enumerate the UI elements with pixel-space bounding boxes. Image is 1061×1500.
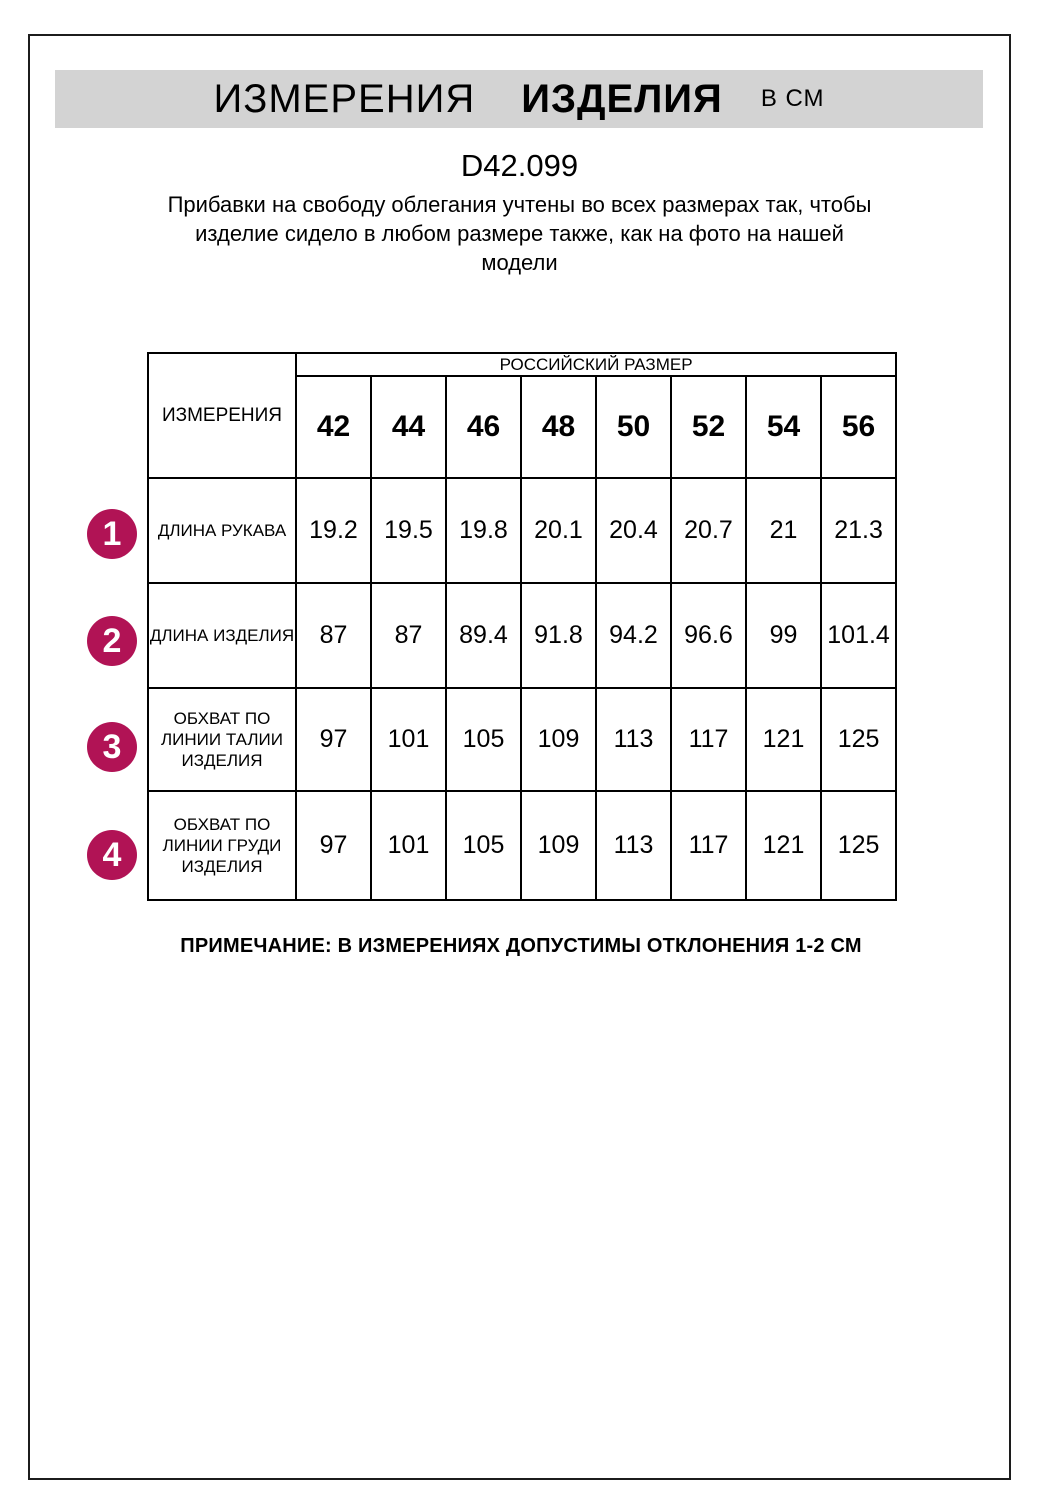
row-number-badge-4 — [87, 830, 137, 880]
value-cell: 113 — [596, 688, 671, 791]
fit-description — [30, 190, 1009, 277]
value-cell: 121 — [746, 791, 821, 900]
size-header-cell: 46 — [446, 376, 521, 478]
size-header-cell: 52 — [671, 376, 746, 478]
title-word-measurements: ИЗМЕРЕНИЯ — [213, 76, 476, 121]
value-cell: 21.3 — [821, 478, 896, 583]
value-cell: 105 — [446, 791, 521, 900]
value-cell: 101.4 — [821, 583, 896, 688]
size-header-cell: 44 — [371, 376, 446, 478]
row-label-cell: ДЛИНА ИЗДЕЛИЯ — [148, 583, 296, 688]
value-cell: 99 — [746, 583, 821, 688]
value-cell: 96.6 — [671, 583, 746, 688]
value-cell: 109 — [521, 688, 596, 791]
size-table — [147, 352, 897, 901]
table-group-header: РОССИЙСКИЙ РАЗМЕР — [296, 353, 896, 376]
value-cell: 20.1 — [521, 478, 596, 583]
row-label-cell: ДЛИНА РУКАВА — [148, 478, 296, 583]
row-label-cell: ОБХВАТ ПО ЛИНИИ ГРУДИ ИЗДЕЛИЯ — [148, 791, 296, 900]
size-header-cell: 42 — [296, 376, 371, 478]
title-banner — [55, 70, 983, 128]
row-label-cell: ОБХВАТ ПО ЛИНИИ ТАЛИИ ИЗДЕЛИЯ — [148, 688, 296, 791]
table-group-header-row — [148, 353, 896, 376]
fit-description-line: изделие сидело в любом размере также, как на фото на нашей — [195, 221, 844, 246]
value-cell: 125 — [821, 791, 896, 900]
value-cell: 97 — [296, 688, 371, 791]
value-cell: 125 — [821, 688, 896, 791]
row-number-badge-2 — [87, 616, 137, 666]
page-border-frame — [28, 34, 1011, 1480]
fit-description-line: Прибавки на свободу облегания учтены во всех размерах так, чтобы — [167, 192, 872, 217]
value-cell: 105 — [446, 688, 521, 791]
value-cell: 19.8 — [446, 478, 521, 583]
value-cell: 121 — [746, 688, 821, 791]
title-word-product: ИЗДЕЛИЯ — [521, 76, 723, 121]
title-unit-cm: В СМ — [760, 85, 825, 112]
badge-number: 3 — [102, 727, 122, 766]
fit-description-line: модели — [481, 250, 558, 275]
value-cell: 20.7 — [671, 478, 746, 583]
size-header-cell: 56 — [821, 376, 896, 478]
badge-number: 1 — [102, 514, 122, 553]
value-cell: 101 — [371, 791, 446, 900]
table-corner-header: ИЗМЕРЕНИЯ — [148, 353, 296, 478]
value-cell: 89.4 — [446, 583, 521, 688]
value-cell: 97 — [296, 791, 371, 900]
row-number-badge-3 — [87, 722, 137, 772]
size-header-cell: 50 — [596, 376, 671, 478]
value-cell: 91.8 — [521, 583, 596, 688]
value-cell: 101 — [371, 688, 446, 791]
row-number-badge-1 — [87, 509, 137, 559]
table-row — [148, 478, 896, 583]
value-cell: 19.2 — [296, 478, 371, 583]
badge-number: 4 — [102, 835, 122, 874]
badge-number: 2 — [102, 621, 122, 660]
value-cell: 113 — [596, 791, 671, 900]
value-cell: 117 — [671, 791, 746, 900]
table-row — [148, 791, 896, 900]
value-cell: 20.4 — [596, 478, 671, 583]
table-row — [148, 688, 896, 791]
tolerance-note: ПРИМЕЧАНИЕ: В ИЗМЕРЕНИЯХ ДОПУСТИМЫ ОТКЛОНЕНИЯ 1-2 СМ — [180, 935, 862, 957]
value-cell: 87 — [371, 583, 446, 688]
product-code: D42.099 — [460, 148, 579, 183]
value-cell: 94.2 — [596, 583, 671, 688]
table-row — [148, 583, 896, 688]
value-cell: 87 — [296, 583, 371, 688]
value-cell: 21 — [746, 478, 821, 583]
value-cell: 117 — [671, 688, 746, 791]
value-cell: 19.5 — [371, 478, 446, 583]
value-cell: 109 — [521, 791, 596, 900]
size-header-cell: 48 — [521, 376, 596, 478]
size-header-cell: 54 — [746, 376, 821, 478]
